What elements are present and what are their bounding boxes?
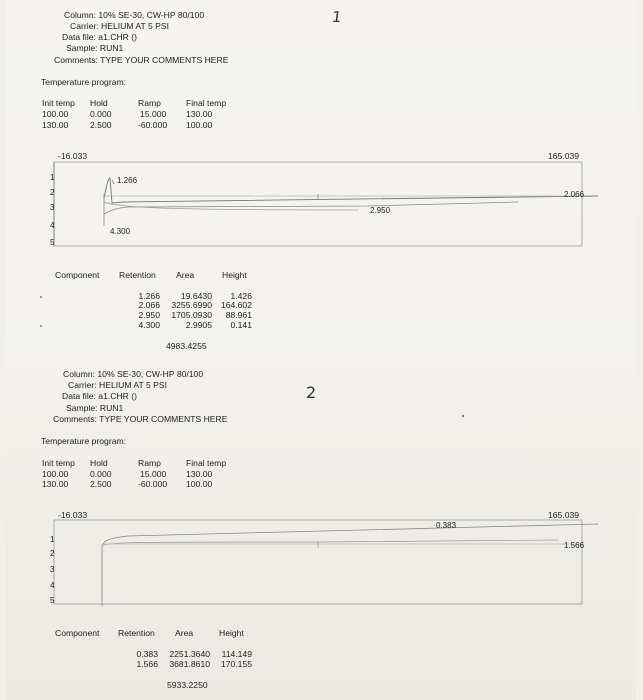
data-file-text: Data file: a1.CHR () (62, 391, 137, 401)
header-height: Height (222, 270, 247, 280)
retention-cell: 2.066 (138, 300, 160, 310)
header-height: Height (219, 628, 244, 638)
peak-label-4: 4.300 (110, 227, 131, 236)
cell: 100.00 (186, 120, 213, 130)
carrier-text: Carrier: HELIUM AT 5 PSI (70, 21, 170, 31)
header-area: Area (175, 628, 194, 638)
start-time-label: -16.033 (58, 151, 88, 161)
y-tick-1: 1 (50, 173, 55, 182)
cell: 0.000 (90, 469, 112, 479)
y-tick-5: 5 (50, 238, 55, 247)
y-tick-2: 2 (50, 549, 55, 558)
height-cell: 114.149 (221, 649, 252, 659)
column-text: Column: 10% SE-30, CW-HP 80/100 (63, 369, 204, 379)
header-final-temp: Final temp (186, 98, 227, 108)
area-cell: 3255.6990 (171, 300, 212, 310)
cell: -60.000 (138, 120, 168, 130)
header-area: Area (176, 270, 195, 280)
cell: 130.00 (42, 479, 69, 489)
speck (40, 325, 42, 327)
cell: 15.000 (140, 109, 167, 119)
cell: 130.00 (186, 109, 213, 119)
speck (462, 415, 464, 417)
cell: 100.00 (42, 469, 69, 479)
retention-cell: 1.566 (136, 659, 158, 669)
chromatogram-1-plot (38, 158, 598, 268)
chromatogram-2-plot (38, 516, 598, 626)
header-final-temp: Final temp (186, 458, 227, 468)
header-ramp: Ramp (138, 458, 161, 468)
height-cell: 88.961 (225, 310, 252, 320)
handwritten-page-number-2: 2 (306, 383, 317, 402)
carrier-text: Carrier: HELIUM AT 5 PSI (68, 380, 168, 390)
area-cell: 2.9905 (185, 320, 212, 330)
retention-cell: 4.300 (138, 320, 160, 330)
y-tick-5: 5 (50, 596, 55, 605)
comments-text: Comments: TYPE YOUR COMMENTS HERE (54, 55, 229, 65)
height-cell: 1.426 (230, 291, 252, 301)
cell: 2.500 (90, 479, 112, 489)
header-ramp: Ramp (138, 98, 161, 108)
start-time-label: -16.033 (58, 510, 88, 520)
y-tick-3: 3 (50, 565, 55, 574)
total-area: 5933.2250 (167, 680, 208, 690)
height-cell: 164.602 (220, 300, 252, 310)
header-init-temp: Init temp (42, 98, 75, 108)
header-hold: Hold (90, 458, 108, 468)
header-component: Component (55, 628, 100, 638)
y-tick-2: 2 (50, 188, 55, 197)
speck (40, 296, 42, 298)
y-tick-3: 3 (50, 203, 55, 212)
header-retention: Retention (119, 270, 156, 280)
area-cell: 1705.0930 (171, 310, 212, 320)
peak-label-3: 2.950 (370, 206, 391, 215)
cell: 130.00 (42, 120, 69, 130)
total-area: 4983.4255 (166, 341, 207, 351)
header-init-temp: Init temp (42, 458, 75, 468)
end-time-label: 165.039 (548, 510, 580, 520)
peak-label-2: 2.066 (564, 190, 585, 199)
y-tick-4: 4 (50, 581, 55, 590)
cell: 15.000 (140, 469, 167, 479)
peak-label-1: 0.383 (436, 521, 457, 530)
cell: 2.500 (90, 120, 112, 130)
cell: -60.000 (138, 479, 168, 489)
handwritten-page-number-1: 1 (330, 8, 343, 26)
cell: 0.000 (90, 109, 112, 119)
end-time-label: 165.039 (548, 151, 580, 161)
data-file-text: Data file: a1.CHR () (62, 32, 137, 42)
column-text: Column: 10% SE-30, CW-HP 80/100 (64, 10, 205, 20)
header-retention: Retention (118, 628, 155, 638)
retention-cell: 1.266 (138, 291, 160, 301)
temp-program-title: Temperature program: (41, 77, 127, 87)
sample-text: Sample: RUN1 (66, 403, 124, 413)
area-cell: 19.6430 (180, 291, 212, 301)
y-tick-1: 1 (50, 535, 55, 544)
retention-cell: 2.950 (138, 310, 160, 320)
height-cell: 0.141 (230, 320, 252, 330)
peak-label-1: 1.266 (117, 176, 138, 185)
height-cell: 170.155 (220, 659, 252, 669)
peak-label-2: 1.566 (564, 541, 585, 550)
sample-text: Sample: RUN1 (66, 43, 124, 53)
comments-text: Comments: TYPE YOUR COMMENTS HERE (53, 414, 228, 424)
temp-program-title: Temperature program: (41, 436, 127, 446)
area-cell: 2251.3640 (169, 649, 210, 659)
cell: 100.00 (42, 109, 69, 119)
y-tick-4: 4 (50, 221, 55, 230)
header-component: Component (55, 270, 100, 280)
cell: 100.00 (186, 479, 213, 489)
header-hold: Hold (90, 98, 108, 108)
retention-cell: 0.383 (136, 649, 158, 659)
area-cell: 3681.8610 (169, 659, 210, 669)
cell: 130.00 (186, 469, 213, 479)
